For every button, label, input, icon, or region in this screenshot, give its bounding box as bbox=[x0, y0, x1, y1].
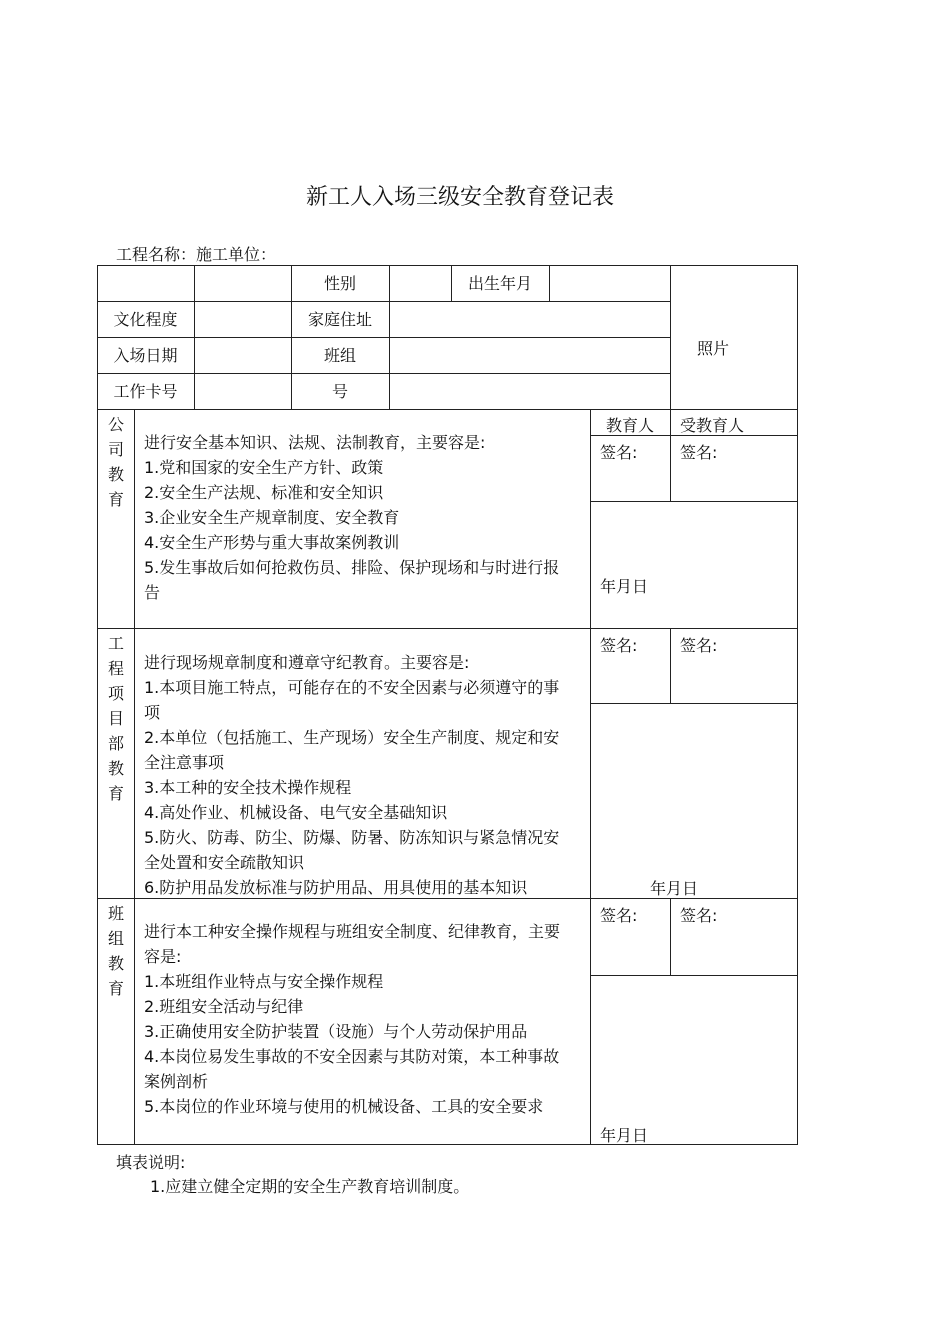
address-label: 家庭住址 bbox=[307, 310, 372, 329]
section-project-content: 进行现场规章制度和遵章守纪教育。主要容是: 1.本项目施工特点，可能存在的不安全因素与必须遵守的事 项 2.本单位（包括施工、生产现场）安全生产制度、规定和安 全注意事项 3.本工种的安全技术操作规程 4.高处作业、机械设备、电气安全基础知识 5.防火、防毒、防尘、防爆、防暑、防冻知识与紧急情况安 全处置和安全疏散知识 6.防护用品发放标准与防护用品、用具使用的基本知识 bbox=[144, 653, 560, 897]
educatee-sign-3: 签名: bbox=[680, 906, 718, 925]
educator-header: 教育人 bbox=[606, 416, 655, 435]
page-title: 新工人入场三级安全教育登记表 bbox=[305, 185, 614, 210]
date-3: 年月日 bbox=[600, 1126, 649, 1145]
education-level-label: 文化程度 bbox=[113, 310, 178, 329]
date-2: 年月日 bbox=[650, 879, 699, 898]
educatee-header: 受教育人 bbox=[680, 416, 745, 435]
educator-sign-2: 签名: bbox=[600, 636, 638, 655]
gender-label: 性别 bbox=[323, 274, 356, 293]
section-team-label: 班 组 教 育 bbox=[107, 904, 124, 998]
date-1: 年月日 bbox=[600, 577, 649, 596]
project-line: 工程名称：施工单位： bbox=[116, 245, 277, 264]
educator-sign-3: 签名: bbox=[600, 906, 638, 925]
note-item: 1.应建立健全定期的安全生产教育培训制度。 bbox=[150, 1177, 470, 1196]
educatee-sign-2: 签名: bbox=[680, 636, 718, 655]
entry-date-label: 入场日期 bbox=[113, 346, 178, 365]
section-project-label: 工 程 项 目 部 教 育 bbox=[107, 634, 124, 803]
work-card-label: 工作卡号 bbox=[113, 382, 178, 401]
educator-sign-1: 签名: bbox=[600, 443, 638, 462]
section-company-label: 公 司 教 育 bbox=[107, 415, 124, 509]
section-team-content: 进行本工种安全操作规程与班组安全制度、纪律教育，主要 容是: 1.本班组作业特点与安全操作规程 2.班组安全活动与纪律 3.正确使用安全防护装置（设施）与个人劳动保护用品 4.本岗位易发生事故的不安全因素与其防对策，本工种事故 案例剖析 5.本岗位的作业环境与使用的机械设备、工具的安全要求 bbox=[144, 922, 561, 1116]
number-label: 号 bbox=[331, 382, 348, 401]
photo-label: 照片 bbox=[696, 339, 729, 358]
section-company-content: 进行安全基本知识、法规、法制教育，主要容是: 1.党和国家的安全生产方针、政策 2.安全生产法规、标准和安全知识 3.企业安全生产规章制度、安全教育 4.安全生产形势与重大事故案例教训 5.发生事故后如何抢救伤员、排险、保护现场和与时进行报 告 bbox=[144, 433, 560, 602]
educatee-sign-1: 签名: bbox=[680, 443, 718, 462]
notes-title: 填表说明: bbox=[116, 1153, 186, 1172]
team-label: 班组 bbox=[323, 346, 356, 365]
birth-label: 出生年月 bbox=[467, 274, 532, 293]
